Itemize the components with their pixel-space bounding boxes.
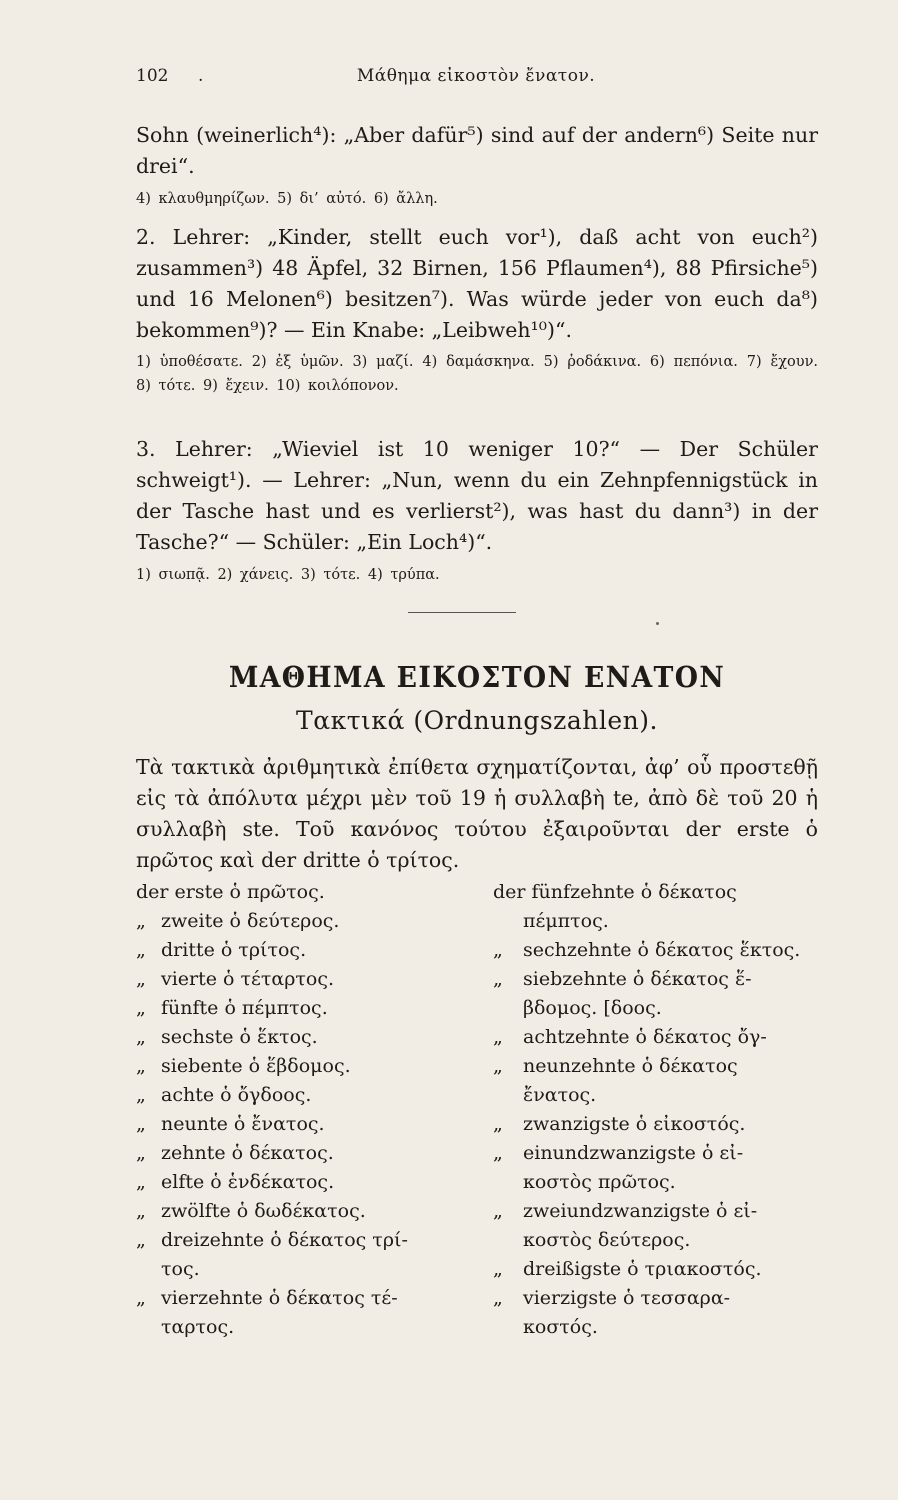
ordinal-row	[136, 907, 471, 936]
ditto-mark: „	[136, 1200, 146, 1222]
ordinal-text: neunte ὁ ἔνατος.	[161, 1113, 325, 1135]
ordinal-text: zweiundzwanzigste ὁ εἰ-	[523, 1200, 758, 1222]
exercise-2-text: 2. Lehrer: „Kinder, stellt euch vor¹), daß acht von euch²) zusammen³) 48 Äpfel, 32 Birnen, 156 Pflaumen⁴), 88 Pfirsiche⁵) und 16 Melonen⁶) besitzen⁷). Was würde jeder von euch da⁸) bekommen⁹)? — Ein Knabe: „Leibweh¹⁰)“.	[136, 225, 818, 342]
ordinal-text: sechzehnte ὁ δέκατος ἕκτος.	[523, 939, 801, 961]
ordinal-row	[493, 936, 818, 965]
exercise-1-text: Sohn (weinerlich⁴): „Aber dafür⁵) sind auf der andern⁶) Seite nur drei“.	[136, 123, 818, 178]
ordinal-row	[493, 1110, 818, 1139]
ordinal-text: βδομος. [δοος.	[523, 997, 662, 1019]
ditto-mark: „	[136, 997, 146, 1019]
ordinal-row	[136, 1110, 471, 1139]
ordinal-text: vierzehnte ὁ δέκατος τέ-	[161, 1287, 398, 1309]
ditto-mark: „	[493, 1258, 503, 1280]
page-number: 102	[136, 66, 169, 86]
ordinal-row	[493, 1168, 818, 1197]
running-header	[136, 66, 816, 96]
ordinal-row	[493, 878, 818, 907]
ordinal-text: achtzehnte ὁ δέκατος ὄγ-	[523, 1026, 767, 1048]
ordinal-row	[493, 1023, 818, 1052]
ordinal-row	[493, 1197, 818, 1226]
exercise-1	[136, 120, 818, 212]
lesson-subtitle: Τακτικά (Ordnungszahlen).	[296, 706, 658, 735]
exercise-3-footnotes: 1) σιωπᾷ. 2) χάνεις. 3) τότε. 4) τρύπα.	[136, 567, 440, 583]
ditto-mark: „	[136, 1055, 146, 1077]
ordinals-right-column	[493, 878, 818, 1342]
ordinals-left-column	[136, 878, 471, 1342]
ordinal-text: sechste ὁ ἕκτος.	[161, 1026, 318, 1048]
ditto-mark: „	[493, 1113, 503, 1135]
ordinal-text: κοστὸς δεύτερος.	[523, 1229, 691, 1251]
ordinal-row	[493, 1081, 818, 1110]
ordinal-text: dreizehnte ὁ δέκατος τρί-	[161, 1229, 408, 1251]
ditto-mark: „	[136, 1171, 146, 1193]
ordinal-row	[493, 907, 818, 936]
ditto-mark: „	[493, 939, 503, 961]
header-title: Μάθημα εἰκοστὸν ἔνατον.	[356, 66, 596, 86]
ordinal-row	[136, 1313, 471, 1342]
lesson-intro	[136, 752, 818, 876]
ordinal-text: zweite ὁ δεύτερος.	[161, 910, 340, 932]
exercise-2	[136, 222, 818, 398]
ordinal-row	[136, 936, 471, 965]
ordinal-row	[493, 1284, 818, 1313]
ordinal-text: πέμπτος.	[523, 910, 609, 932]
exercise-3	[136, 434, 818, 588]
ordinal-text: κοστὸς πρῶτος.	[523, 1171, 676, 1193]
ordinal-text: dreißigste ὁ τριακοστός.	[523, 1258, 762, 1280]
ditto-mark: „	[136, 1113, 146, 1135]
ditto-mark: „	[136, 1229, 146, 1251]
ordinal-text: fünfte ὁ πέμπτος.	[161, 997, 328, 1019]
ordinal-text: zehnte ὁ δέκατος.	[161, 1142, 334, 1164]
ditto-mark: „	[136, 1026, 146, 1048]
ditto-mark: „	[136, 1084, 146, 1106]
ordinal-text: elfte ὁ ἑνδέκατος.	[161, 1171, 335, 1193]
ordinal-row	[136, 1081, 471, 1110]
ordinal-row	[136, 1255, 471, 1284]
ditto-mark: „	[493, 968, 503, 990]
ordinal-text: ἔνατος.	[523, 1084, 597, 1106]
ditto-mark: „	[493, 1055, 503, 1077]
ordinal-row	[136, 994, 471, 1023]
ordinal-text: siebzehnte ὁ δέκατος ἕ-	[523, 968, 752, 990]
ditto-mark: „	[136, 1142, 146, 1164]
ordinal-row	[493, 1052, 818, 1081]
ordinal-text: vierte ὁ τέταρτος.	[161, 968, 335, 990]
ordinal-text: achte ὁ ὄγδοος.	[161, 1084, 312, 1106]
section-divider	[408, 612, 516, 613]
ordinal-text: ταρτος.	[161, 1316, 235, 1338]
exercise-1-footnotes: 4) κλαυθμηρίζων. 5) δι’ αὐτό. 6) ἄλλη.	[136, 191, 438, 207]
ordinal-text: der erste ὁ πρῶτος.	[136, 881, 325, 903]
ordinal-text: zwölfte ὁ δωδέκατος.	[161, 1200, 366, 1222]
lesson-title: ΜΑΘΗΜΑ ΕΙΚΟΣΤΟΝ ΕΝΑΤΟΝ	[228, 660, 726, 694]
ordinal-row	[136, 1284, 471, 1313]
lesson-intro-text: Τὰ τακτικὰ ἀριθμητικὰ ἐπίθετα σχηματίζονται, ἀφ’ οὗ προστεθῇ εἰς τὰ ἀπόλυτα μέχρι μὲν τοῦ 19 ἡ συλλαβὴ te, ἀπὸ δὲ τοῦ 20 ἡ συλλαβὴ ste. Τοῦ κανόνος τούτου ἐξαιροῦνται der erste ὁ πρῶτος καὶ der dritte ὁ τρίτος.	[136, 755, 818, 872]
ditto-mark: „	[136, 910, 146, 932]
ordinal-row	[136, 965, 471, 994]
ordinal-text: neunzehnte ὁ δέκατος	[523, 1055, 738, 1077]
ditto-mark: „	[493, 1200, 503, 1222]
ordinal-text: zwanzigste ὁ εἰκοστός.	[523, 1113, 746, 1135]
exercise-3-text: 3. Lehrer: „Wieviel ist 10 weniger 10?“ — Der Schüler schweigt¹). — Lehrer: „Nun, wenn du ein Zehnpfennigstück in der Tasche hast und es verlierst²), was hast du dann³) in der Tasche?“ — Schüler: „Ein Loch⁴)“.	[136, 437, 818, 554]
ordinal-row	[136, 1168, 471, 1197]
ditto-mark: „	[136, 968, 146, 990]
ordinal-text: τος.	[161, 1258, 200, 1280]
ordinal-row	[136, 1023, 471, 1052]
ordinal-text: der fünfzehnte ὁ δέκατος	[493, 881, 737, 903]
ink-speck	[656, 622, 659, 625]
ditto-mark: „	[136, 939, 146, 961]
ditto-mark: „	[493, 1026, 503, 1048]
ordinal-row	[493, 994, 818, 1023]
ordinal-row	[136, 1052, 471, 1081]
exercise-2-footnotes: 1) ὑποθέσατε. 2) ἐξ ὑμῶν. 3) μαζί. 4) δαμάσκηνα. 5) ῥοδάκινα. 6) πεπόνια. 7) ἔχουν. 8) τότε. 9) ἔχειν. 10) κοιλόπονον.	[136, 354, 818, 394]
ordinal-row	[493, 1226, 818, 1255]
ordinal-row	[136, 1139, 471, 1168]
ordinal-row	[493, 1255, 818, 1284]
ordinal-text: vierzigste ὁ τεσσαρα-	[523, 1287, 731, 1309]
ditto-mark: „	[493, 1287, 503, 1309]
ordinal-text: einundzwanzigste ὁ εἰ-	[523, 1142, 744, 1164]
ordinal-row	[136, 878, 471, 907]
ordinal-text: dritte ὁ τρίτος.	[161, 939, 307, 961]
ditto-mark: „	[493, 1142, 503, 1164]
ordinal-row	[493, 965, 818, 994]
ordinal-row	[136, 1226, 471, 1255]
ordinal-text: κοστός.	[523, 1316, 598, 1338]
ordinal-text: siebente ὁ ἕβδομος.	[161, 1055, 351, 1077]
ordinal-row	[136, 1197, 471, 1226]
ordinal-row	[493, 1313, 818, 1342]
ordinal-row	[493, 1139, 818, 1168]
ditto-mark: „	[136, 1287, 146, 1309]
header-separator: .	[198, 66, 204, 86]
